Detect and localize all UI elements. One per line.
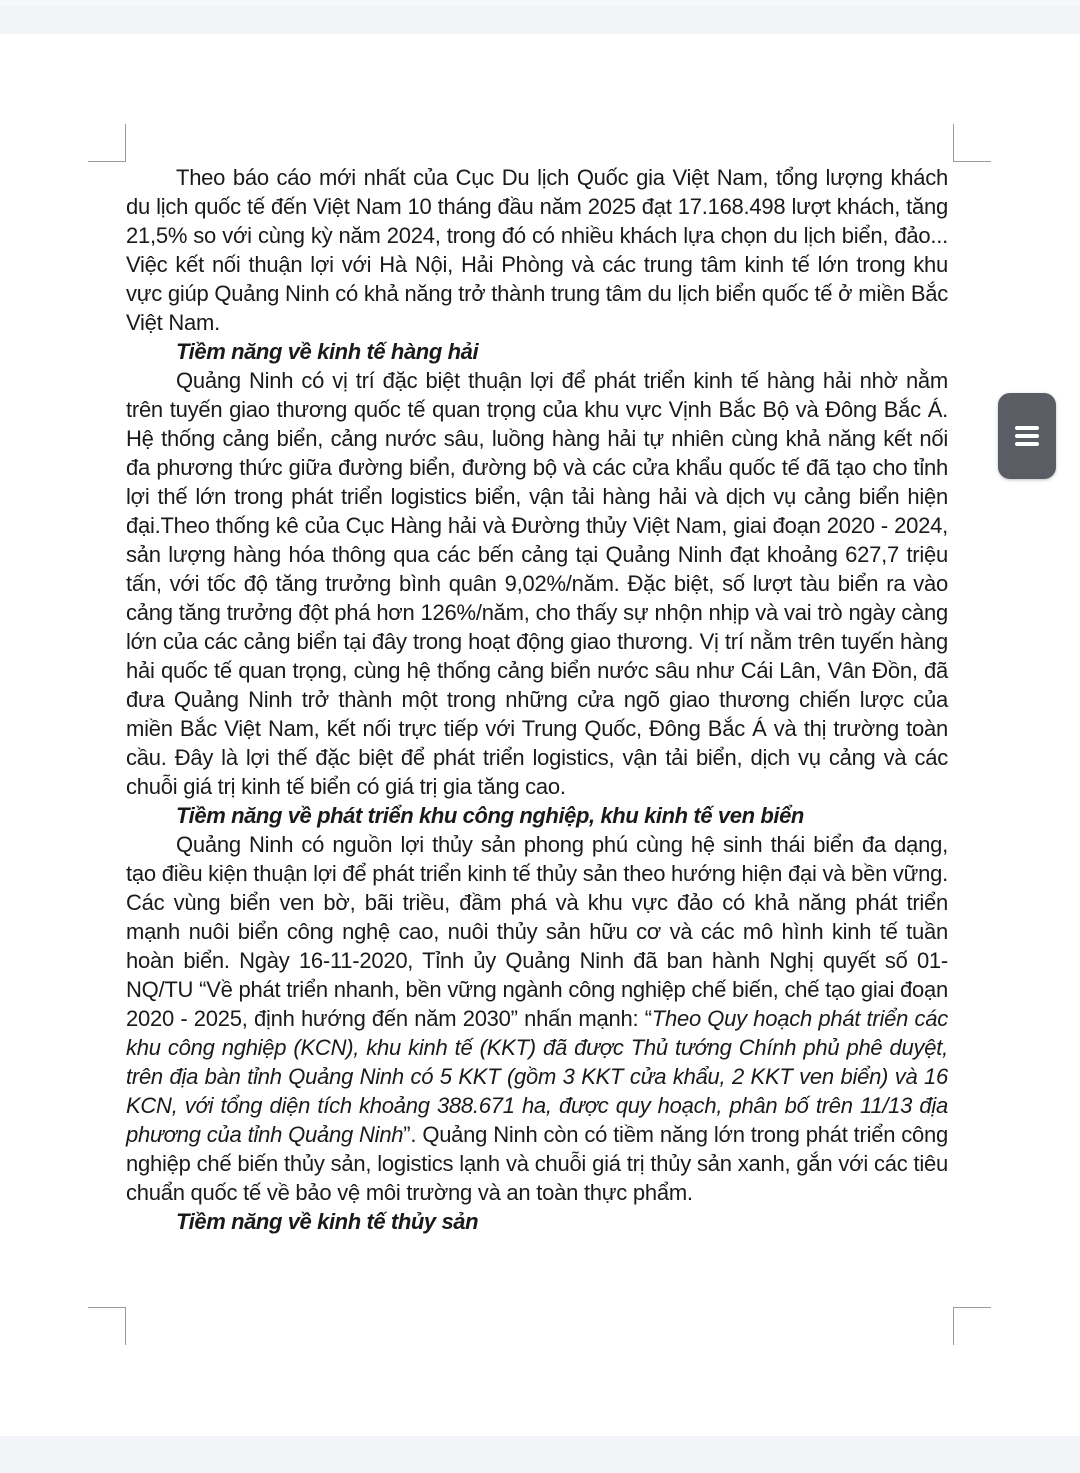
heading-industrial-zones: Tiềm năng về phát triển khu công nghiệp, khu kinh tế ven biển bbox=[176, 803, 804, 828]
paragraph-maritime: Quảng Ninh có vị trí đặc biệt thuận lợi để phát triển kinh tế hàng hải nhờ nằm trên tuyến giao thương quốc tế quan trọng của khu vực Vịnh Bắc Bộ và Đông Bắc Á. Hệ thống cảng biển, cảng nước sâu, luồng hàng hải tự nhiên cùng khả năng kết nối đa phương thức giữa đường biển, đường bộ và các cửa khẩu quốc tế đã tạo cho tỉnh lợi thế lớn trong phát triển logistics biển, vận tải hàng hải và dịch vụ cảng biển hiện đại.Theo thống kê của Cục Hàng hải và Đường thủy Việt Nam, giai đoạn 2020 - 2024, sản lượng hàng hóa thông qua các bến cảng tại Quảng Ninh đạt khoảng 627,7 triệu tấn, với tốc độ tăng trưởng bình quân 9,02%/năm. Đặc biệt, số lượt tàu biển ra vào cảng tăng trưởng đột phá hơn 126%/năm, cho thấy sự nhộn nhịp và vai trò ngày càng lớn của các cảng biển tại đây trong hoạt động giao thương. Vị trí nằm trên tuyến hàng hải quốc tế quan trọng, cùng hệ thống cảng biển nước sâu như Cái Lân, Vân Đồn, đã đưa Quảng Ninh trở thành một trong những cửa ngõ giao thương chiến lược của miền Bắc Việt Nam, kết nối trực tiếp với Trung Quốc, Đông Bắc Á và thị trường toàn cầu. Đây là lợi thế đặc biệt để phát triển logistics, vận tải biển, dịch vụ cảng và các chuỗi giá trị kinh tế biển có giá trị gia tăng cao. bbox=[126, 368, 948, 799]
paragraph-text-before-quote: Quảng Ninh có nguồn lợi thủy sản phong phú cùng hệ sinh thái biển đa dạng, tạo điều kiện thuận lợi để phát triển kinh tế thủy sản theo hướng hiện đại và bền vững. Các vùng biển ven bờ, bãi triều, đầm phá và khu vực đảo có khả năng phát triển mạnh nuôi biển công nghệ cao, nuôi thủy sản hữu cơ và các mô hình kinh tế tuần hoàn biển. Ngày 16-11-2020, Tỉnh ủy Quảng Ninh đã ban hành Nghị quyết số 01-NQ/TU “Về phát triển nhanh, bền vững ngành công nghiệp chế biến, chế tạo giai đoạn 2020 - 2025, định hướng đến năm 2030” nhấn mạnh: “ bbox=[126, 832, 948, 1031]
heading-maritime-economy: Tiềm năng về kinh tế hàng hải bbox=[176, 339, 479, 364]
margin-mark-bottom-left bbox=[88, 1307, 126, 1345]
heading-fisheries-economy: Tiềm năng về kinh tế thủy sản bbox=[176, 1209, 479, 1234]
margin-mark-top-right bbox=[953, 124, 991, 162]
document-page bbox=[0, 34, 1080, 1436]
paragraph-text-after-quote: ”. Quảng Ninh còn có tiềm năng lớn trong phát triển công nghiệp chế biến thủy sản, logistics lạnh và chuỗi giá trị thủy sản xanh, gắn với các tiêu chuẩn quốc tế về bảo vệ môi trường và an toàn thực phẩm. bbox=[126, 1122, 949, 1205]
fast-scroll-handle[interactable] bbox=[998, 393, 1056, 479]
paragraph-industrial-zones bbox=[126, 830, 948, 1207]
document-body bbox=[126, 163, 948, 1236]
margin-mark-top-left bbox=[88, 124, 126, 162]
quoted-resolution-text: Theo Quy hoạch phát triển các khu công nghiệp (KCN), khu kinh tế (KKT) đã được Thủ tướng Chính phủ phê duyệt, trên địa bàn tỉnh Quảng Ninh có 5 KKT (gồm 3 KKT cửa khẩu, 2 KKT ven biển) và 16 KCN, với tổng diện tích khoảng 388.671 ha, được quy hoạch, phân bố trên 11/13 địa phương của tỉnh Quảng Ninh bbox=[126, 1006, 948, 1147]
paragraph-tourism: Theo báo cáo mới nhất của Cục Du lịch Quốc gia Việt Nam, tổng lượng khách du lịch quốc tế đến Việt Nam 10 tháng đầu năm 2025 đạt 17.168.498 lượt khách, tăng 21,5% so với cùng kỳ năm 2024, trong đó có nhiều khách lựa chọn du lịch biển, đảo... Việc kết nối thuận lợi với Hà Nội, Hải Phòng và các trung tâm kinh tế lớn trong khu vực giúp Quảng Ninh có khả năng trở thành trung tâm du lịch biển quốc tế ở miền Bắc Việt Nam. bbox=[126, 165, 948, 335]
margin-mark-bottom-right bbox=[953, 1307, 991, 1345]
viewer-top-strip bbox=[0, 0, 1080, 6]
